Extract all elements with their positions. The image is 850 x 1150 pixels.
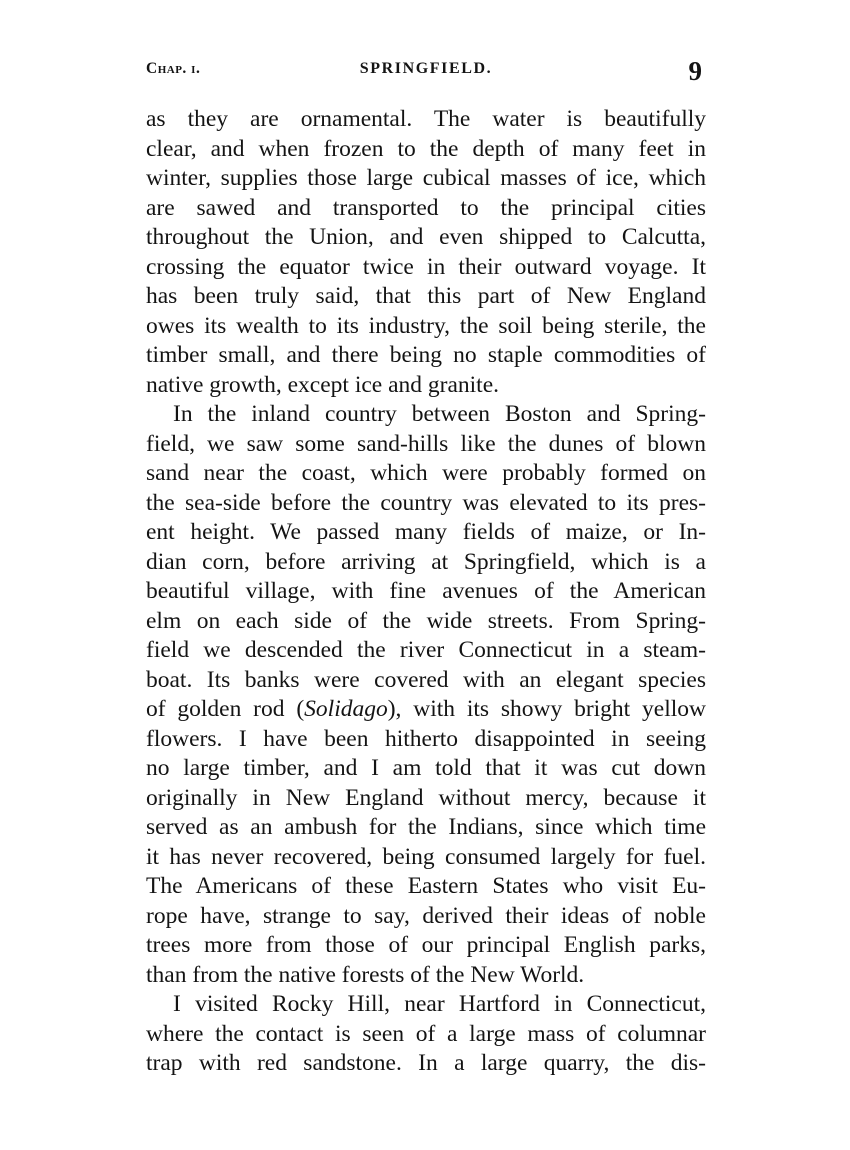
italic-term: Solidago: [304, 696, 388, 722]
text-line: boat. Its banks were covered with an elegant species: [146, 666, 706, 693]
page-number: 9: [688, 56, 702, 86]
text-line: it has never recovered, being consumed largely for fuel.: [146, 843, 706, 870]
text-line: clear, and when frozen to the depth of many feet in: [146, 135, 706, 162]
text-line: originally in New England without mercy, because it: [146, 784, 706, 811]
running-head: [146, 58, 706, 92]
text-line: The Americans of these Eastern States who visit Eu-: [146, 873, 706, 899]
text-line: I visited Rocky Hill, near Hartford in Connecticut,: [173, 991, 706, 1017]
text-line: served as an ambush for the Indians, since which time: [146, 814, 706, 840]
text-line: beautiful village, with fine avenues of the American: [146, 578, 706, 604]
text-line: sand near the coast, which were probably formed on: [146, 460, 706, 486]
text-line: winter, supplies those large cubical masses of ice, which: [146, 165, 706, 191]
text-line: rope have, strange to say, derived their ideas of noble: [146, 902, 706, 929]
text-line: the sea-side before the country was elevated to its pres-: [146, 489, 706, 516]
paragraph: [146, 400, 706, 990]
text-line: throughout the Union, and even shipped to Calcutta,: [146, 224, 706, 250]
text-line: ent height. We passed many fields of maize, or In-: [146, 519, 706, 545]
body-text: [146, 105, 706, 1079]
text-line: than from the native forests of the New World.: [146, 961, 585, 988]
text-line: owes its wealth to its industry, the soil being sterile, the: [146, 312, 706, 339]
text-line: flowers. I have been hitherto disappointed in seeing: [146, 725, 706, 752]
text-line: where the contact is seen of a large mass of columnar: [146, 1020, 706, 1047]
text-line: elm on each side of the wide streets. From Spring-: [146, 607, 706, 634]
chapter-label: Chap. i.: [146, 60, 201, 77]
text-line: of golden rod (Solidago), with its showy bright yellow: [146, 696, 706, 722]
text-line: as they are ornamental. The water is beautifully: [146, 106, 706, 132]
page-header-title: SPRINGFIELD.: [359, 60, 493, 77]
text-line: trees more from those of our principal English parks,: [146, 932, 706, 958]
text-line: In the inland country between Boston and Spring-: [173, 401, 706, 427]
text-line: native growth, except ice and granite.: [146, 371, 500, 398]
paragraph: [146, 105, 706, 400]
text-line: no large timber, and I am told that it was cut down: [146, 755, 706, 781]
text-line: dian corn, before arriving at Springfield, which is a: [146, 548, 706, 575]
text-line: are sawed and transported to the principal cities: [146, 194, 706, 221]
text-line: timber small, and there being no staple commodities of: [146, 342, 706, 368]
text-line: field, we saw some sand-hills like the dunes of blown: [146, 430, 706, 457]
paragraph: [146, 990, 706, 1079]
text-line: field we descended the river Connecticut in a steam-: [146, 637, 706, 663]
text-line: trap with red sandstone. In a large quarry, the dis-: [146, 1050, 706, 1076]
text-line: has been truly said, that this part of New England: [146, 283, 706, 309]
text-line: crossing the equator twice in their outward voyage. It: [146, 253, 706, 280]
